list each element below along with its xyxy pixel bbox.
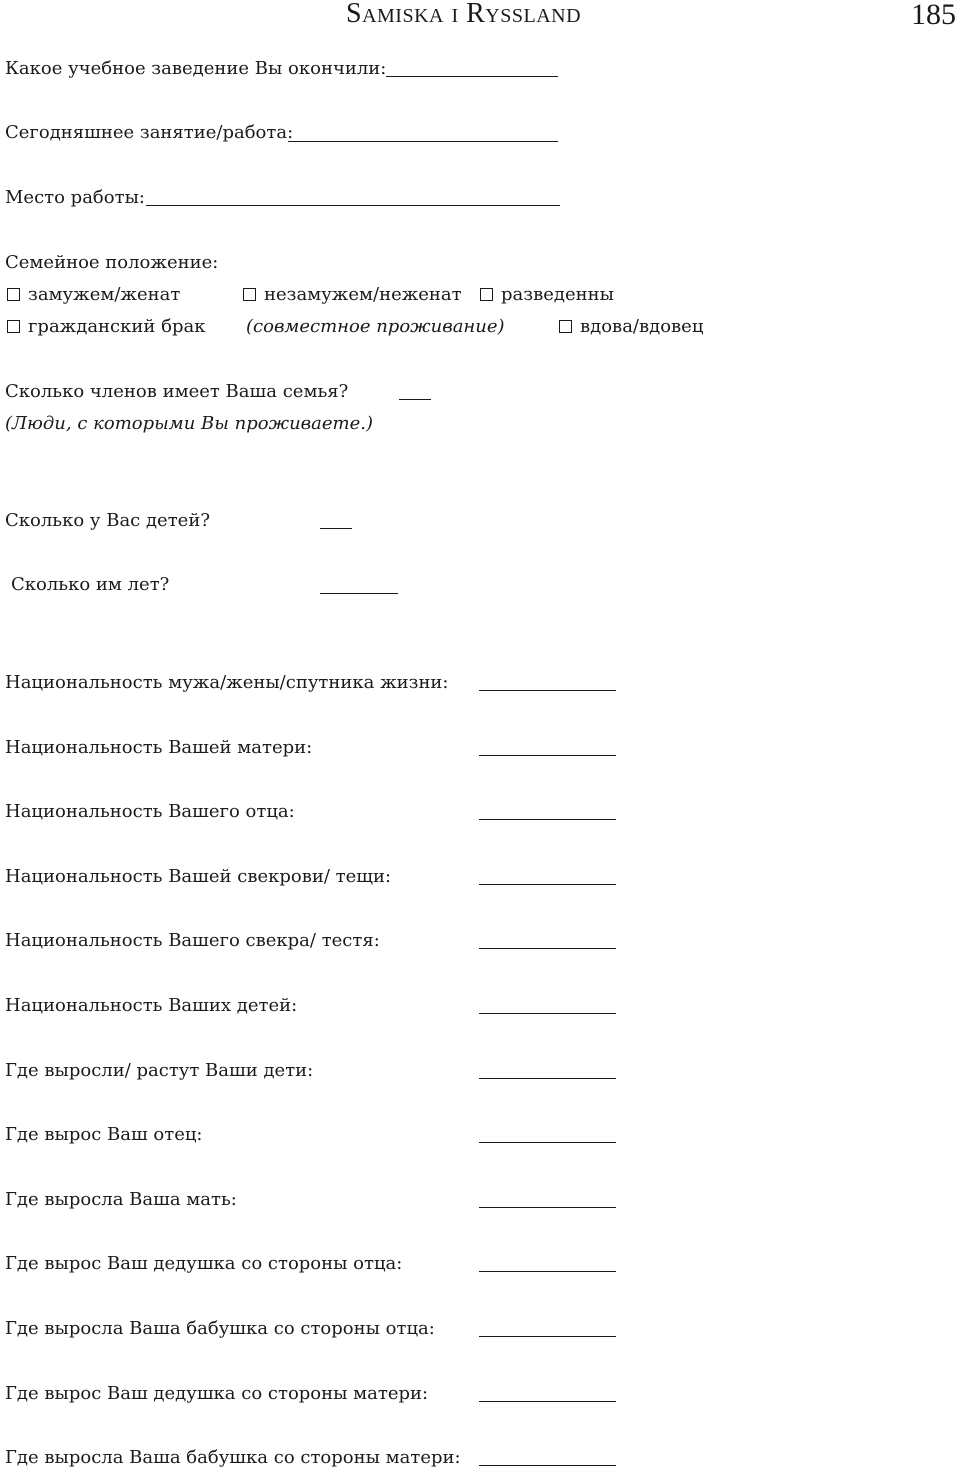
marital-status-label: Семейное положение: xyxy=(5,252,219,273)
question-label: Где вырос Ваш дедушка со стороны отца: xyxy=(5,1253,403,1274)
family-count-blank[interactable] xyxy=(399,399,431,400)
question-label: Где вырос Ваш дедушка со стороны матери: xyxy=(5,1383,429,1404)
question-label: Где выросла Ваша бабушка со стороны отца: xyxy=(5,1318,435,1339)
question-label: Национальность Вашего отца: xyxy=(5,801,295,822)
unmarried-label: незамужем/неженат xyxy=(264,284,462,305)
workplace-label: Место работы: xyxy=(5,187,145,208)
children-count-label: Сколько у Вас детей? xyxy=(5,510,210,531)
answer-blank[interactable] xyxy=(479,755,616,756)
married-option[interactable] xyxy=(7,286,180,304)
answer-blank[interactable] xyxy=(479,1013,616,1014)
answer-blank[interactable] xyxy=(479,884,616,885)
widowed-label: вдова/вдовец xyxy=(580,316,704,337)
question-label: Национальность Ваших детей: xyxy=(5,995,298,1016)
unmarried-option[interactable] xyxy=(243,286,462,304)
answer-blank[interactable] xyxy=(479,948,616,949)
divorced-label: разведенны xyxy=(501,284,614,305)
question-label: Национальность Вашей свекрови/ тещи: xyxy=(5,866,392,887)
divorced-option[interactable] xyxy=(480,286,614,304)
question-label: Где вырос Ваш отец: xyxy=(5,1124,203,1145)
checkbox-married[interactable] xyxy=(7,288,20,301)
children-count-blank[interactable] xyxy=(320,528,352,529)
question-label: Национальность Вашего свекра/ тестя: xyxy=(5,930,380,951)
question-label: Национальность Вашей матери: xyxy=(5,737,313,758)
question-label: Где выросла Ваша бабушка со стороны матери: xyxy=(5,1447,461,1468)
checkbox-divorced[interactable] xyxy=(480,288,493,301)
answer-blank[interactable] xyxy=(479,1401,616,1402)
question-label: Где выросла Ваша мать: xyxy=(5,1189,237,1210)
education-label: Какое учебное заведение Вы окончили: xyxy=(5,58,387,79)
civil-marriage-label: гражданский брак xyxy=(28,316,206,337)
married-label: замужем/женат xyxy=(28,284,181,305)
workplace-blank[interactable] xyxy=(146,205,560,206)
question-label: Национальность мужа/жены/спутника жизни: xyxy=(5,672,449,693)
answer-blank[interactable] xyxy=(479,1465,616,1466)
answer-blank[interactable] xyxy=(479,1078,616,1079)
education-blank[interactable] xyxy=(386,76,558,77)
answer-blank[interactable] xyxy=(479,819,616,820)
children-age-label: Сколько им лет? xyxy=(11,574,170,595)
answer-blank[interactable] xyxy=(479,690,616,691)
answer-blank[interactable] xyxy=(479,1207,616,1208)
children-age-blank[interactable] xyxy=(320,593,398,594)
widowed-option[interactable] xyxy=(559,318,703,336)
question-label: Где выросли/ растут Ваши дети: xyxy=(5,1060,314,1081)
answer-blank[interactable] xyxy=(479,1142,616,1143)
family-count-label: Сколько членов имеет Ваша семья? xyxy=(5,381,349,402)
page-number: 185 xyxy=(911,0,956,31)
answer-blank[interactable] xyxy=(479,1336,616,1337)
civil-marriage-option[interactable] xyxy=(7,318,205,336)
family-count-note: (Люди, с которыми Вы проживаете.) xyxy=(5,413,373,434)
occupation-label: Сегодняшнее занятие/работа: xyxy=(5,122,294,143)
civil-marriage-note: (совместное проживание) xyxy=(246,316,505,337)
answer-blank[interactable] xyxy=(479,1271,616,1272)
occupation-blank[interactable] xyxy=(288,141,558,142)
checkbox-civil-marriage[interactable] xyxy=(7,320,20,333)
checkbox-unmarried[interactable] xyxy=(243,288,256,301)
checkbox-widowed[interactable] xyxy=(559,320,572,333)
running-title: Samiska i Ryssland xyxy=(346,0,582,29)
